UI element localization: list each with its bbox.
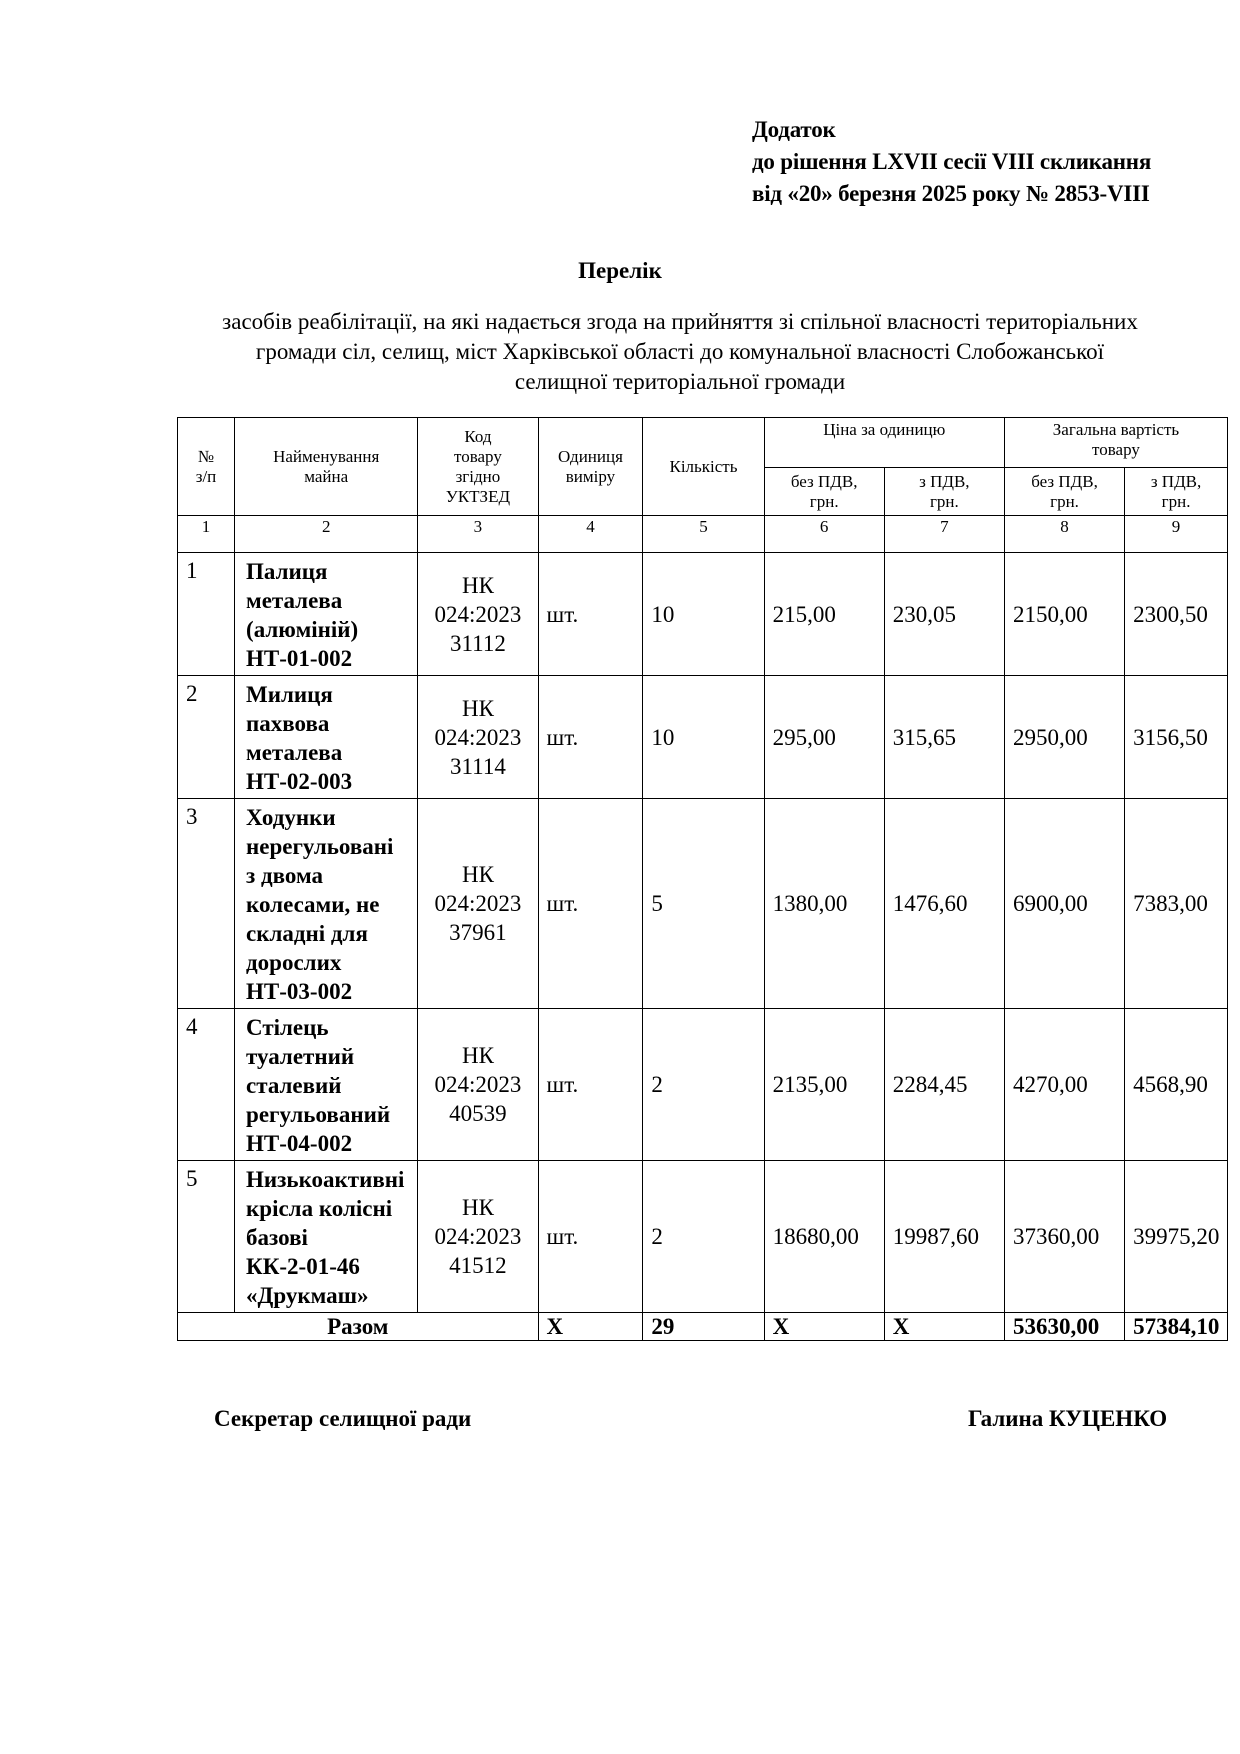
item-price-with-vat: 315,65 (884, 676, 1004, 799)
item-name-line: крісла колісні (246, 1196, 393, 1221)
item-total-no-vat: 4270,00 (1004, 1009, 1124, 1161)
item-name-line: Милиця (246, 682, 333, 707)
item-code-line: 31114 (450, 753, 506, 779)
item-code-line: 024:2023 (434, 724, 522, 750)
item-name-line: металева (246, 740, 343, 765)
header-num (178, 418, 235, 516)
item-unit: шт. (538, 1009, 643, 1161)
header-total-no-vat (1004, 468, 1124, 516)
item-price-with-vat: 19987,60 (884, 1161, 1004, 1313)
item-code-line: 024:2023 (434, 601, 522, 627)
item-name-line: нерегульовані (246, 834, 394, 859)
item-code-line: 37961 (449, 920, 507, 945)
item-total-no-vat: 2150,00 (1004, 553, 1124, 676)
item-name-line: Низькоактивні (246, 1167, 405, 1192)
item-name-line: НТ-04-002 (246, 1131, 353, 1156)
item-quantity: 10 (643, 553, 764, 676)
header-line: без ПДВ, (790, 471, 858, 491)
header-name-line: майна (304, 466, 349, 486)
item-name-line: НТ-03-002 (246, 979, 353, 1004)
document-title: Перелік (578, 258, 662, 283)
header-code-line: товару (454, 446, 502, 466)
header-line: грн. (1050, 491, 1079, 511)
item-name-line: «Друкмаш» (246, 1283, 369, 1308)
item-code-line: 024:2023 (434, 1224, 522, 1249)
item-name (235, 1009, 418, 1161)
item-price-with-vat: 2284,45 (884, 1009, 1004, 1161)
header-qty: Кількість (643, 418, 764, 516)
table-row (178, 676, 1228, 799)
header-line: грн. (809, 491, 839, 511)
item-unit: шт. (538, 799, 643, 1009)
item-code (418, 1161, 538, 1313)
item-name-line: колесами, не (246, 892, 380, 917)
header-code (418, 418, 538, 516)
item-total-no-vat: 6900,00 (1004, 799, 1124, 1009)
item-name (235, 676, 418, 799)
item-name-line: (алюміній) (246, 617, 359, 642)
item-code-line: НК (461, 572, 494, 598)
header-num-line: з/п (195, 466, 217, 486)
item-price-no-vat: 215,00 (764, 553, 884, 676)
item-name-line: пахвова (246, 711, 330, 736)
row-number: 3 (178, 799, 235, 1009)
item-quantity: 5 (643, 799, 764, 1009)
item-price-no-vat: 295,00 (764, 676, 884, 799)
total-row (178, 1313, 1228, 1341)
item-total-with-vat: 2300,50 (1125, 553, 1228, 676)
item-code-line: НК (461, 695, 494, 721)
item-name (235, 553, 418, 676)
appendix-line-1: Додаток (752, 117, 836, 142)
item-total-with-vat: 3156,50 (1125, 676, 1228, 799)
item-name (235, 1161, 418, 1313)
column-number: 6 (764, 516, 884, 553)
item-quantity: 2 (643, 1009, 764, 1161)
item-code-line: 41512 (449, 1253, 507, 1278)
item-name-line: НТ-02-003 (246, 769, 353, 794)
total-label: Разом (178, 1313, 539, 1341)
item-name-line: регульований (246, 1102, 391, 1127)
row-number: 4 (178, 1009, 235, 1161)
header-total-line: товару (1092, 440, 1140, 459)
item-name-line: НТ-01-002 (246, 646, 353, 671)
item-name-line: Стілець (246, 1015, 329, 1040)
column-number: 7 (884, 516, 1004, 553)
header-price-with-vat (884, 468, 1004, 516)
item-quantity: 2 (643, 1161, 764, 1313)
item-quantity: 10 (643, 676, 764, 799)
item-name-line: КК-2-01-46 (246, 1254, 360, 1279)
items-table (177, 417, 1228, 1341)
total-sum-with-vat: 57384,10 (1125, 1313, 1228, 1341)
header-name-line: Найменування (273, 446, 380, 466)
header-total-line: Загальна вартість (1052, 420, 1180, 439)
signature-name: Галина КУЦЕНКО (968, 1406, 1168, 1431)
header-unit-price: Ціна за одиницю (764, 418, 1004, 468)
item-total-with-vat: 39975,20 (1125, 1161, 1228, 1313)
subtitle-line-1: засобів реабілітації, на які надається згода на прийняття зі спільної власності територіальних (222, 309, 1138, 334)
item-unit: шт. (538, 553, 643, 676)
item-total-no-vat: 2950,00 (1004, 676, 1124, 799)
row-number: 2 (178, 676, 235, 799)
column-number: 9 (1125, 516, 1228, 553)
header-code-line: Код (464, 426, 492, 446)
table-row (178, 553, 1228, 676)
subtitle-line-2: громади сіл, селищ, міст Харківської області до комунальної власності Слобожанської (255, 339, 1105, 364)
item-code-line: 024:2023 (434, 1072, 522, 1097)
item-total-no-vat: 37360,00 (1004, 1161, 1124, 1313)
header-name (235, 418, 418, 516)
header-code-line: УКТЗЕД (445, 486, 511, 506)
item-code (418, 676, 538, 799)
item-code-line: 31112 (450, 630, 506, 656)
header-total-price (1004, 418, 1227, 468)
item-name-line: Палиця (246, 559, 328, 584)
header-num-line: № (197, 446, 215, 466)
subtitle-line-3: селищної територіальної громади (514, 369, 846, 394)
document-subtitle (175, 307, 1185, 397)
header-unit (538, 418, 643, 516)
item-name-line: сталевий (246, 1073, 342, 1098)
row-number: 1 (178, 553, 235, 676)
item-code (418, 799, 538, 1009)
item-price-with-vat: 1476,60 (884, 799, 1004, 1009)
total-unit: Х (538, 1313, 643, 1341)
item-unit: шт. (538, 676, 643, 799)
table-row (178, 799, 1228, 1009)
header-unit-line: Одиниця (558, 446, 623, 466)
column-number: 8 (1004, 516, 1124, 553)
item-unit: шт. (538, 1161, 643, 1313)
header-total-with-vat (1125, 468, 1228, 516)
signature-position: Секретар селищної ради (214, 1406, 472, 1431)
item-name (235, 799, 418, 1009)
header-line: грн. (1161, 491, 1191, 511)
item-name-line: Ходунки (246, 805, 336, 830)
column-number: 1 (178, 516, 235, 553)
item-price-no-vat: 18680,00 (764, 1161, 884, 1313)
item-name-line: дорослих (246, 950, 342, 975)
header-line: з ПДВ, (919, 471, 970, 491)
item-name-line: металева (246, 588, 343, 613)
item-price-with-vat: 230,05 (884, 553, 1004, 676)
item-code-line: НК (461, 1195, 494, 1220)
header-price-no-vat (764, 468, 884, 516)
total-price-with-vat: Х (884, 1313, 1004, 1341)
total-quantity: 29 (643, 1313, 764, 1341)
header-line: з ПДВ, (1150, 471, 1202, 491)
item-name-line: туалетний (246, 1044, 355, 1069)
total-sum-no-vat: 53630,00 (1004, 1313, 1124, 1341)
column-number: 3 (418, 516, 538, 553)
item-total-with-vat: 7383,00 (1125, 799, 1228, 1009)
item-code-line: 40539 (449, 1101, 507, 1126)
item-price-no-vat: 2135,00 (764, 1009, 884, 1161)
header-line: без ПДВ, (1031, 471, 1098, 491)
table-row (178, 1161, 1228, 1313)
column-number: 4 (538, 516, 643, 553)
item-code-line: НК (461, 862, 494, 887)
table-row (178, 1009, 1228, 1161)
column-number: 5 (643, 516, 764, 553)
item-name-line: з двома (246, 863, 323, 888)
item-code (418, 553, 538, 676)
row-number: 5 (178, 1161, 235, 1313)
total-price-no-vat: Х (764, 1313, 884, 1341)
item-name-line: базові (246, 1225, 308, 1250)
item-code (418, 1009, 538, 1161)
appendix-line-3: від «20» березня 2025 року № 2853-VIII (752, 181, 1150, 206)
item-name-line: складні для (246, 921, 368, 946)
appendix-line-2: до рішення LXVII сесії VIII скликання (752, 149, 1152, 174)
item-total-with-vat: 4568,90 (1125, 1009, 1228, 1161)
header-line: грн. (929, 491, 959, 511)
column-number: 2 (235, 516, 418, 553)
header-unit-line: виміру (565, 466, 616, 486)
item-code-line: НК (461, 1043, 494, 1068)
appendix-block (752, 114, 1151, 210)
item-price-no-vat: 1380,00 (764, 799, 884, 1009)
item-code-line: 024:2023 (434, 891, 522, 916)
header-code-line: згідно (455, 466, 501, 486)
